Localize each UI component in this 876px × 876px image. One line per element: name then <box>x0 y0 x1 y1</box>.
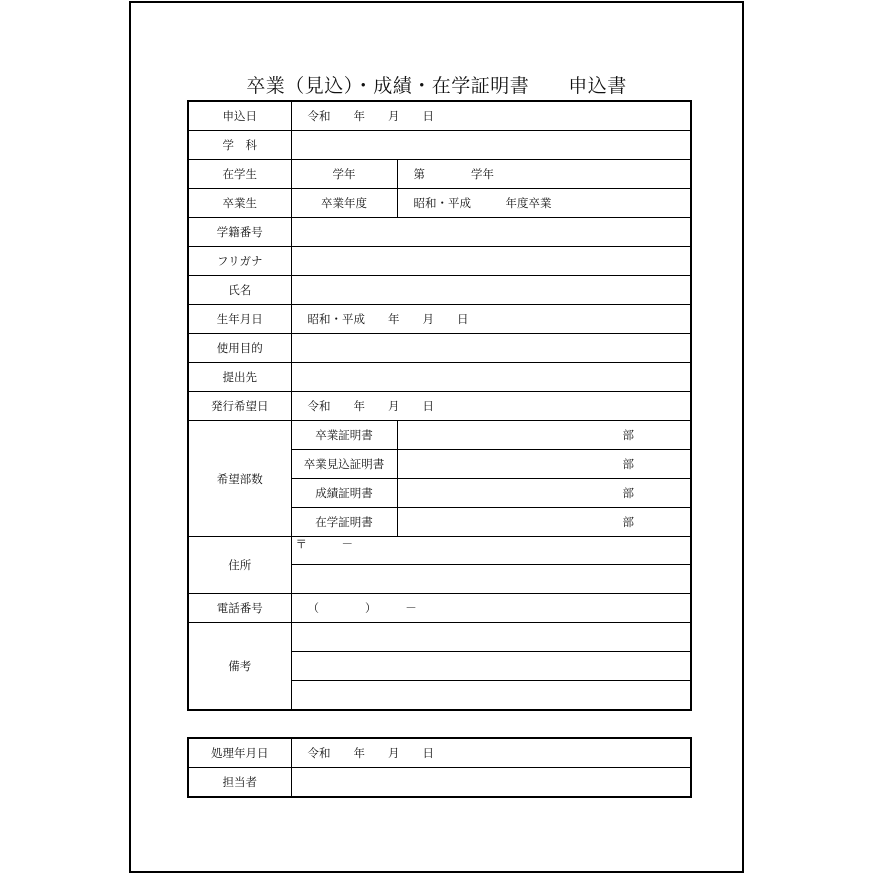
row-copies-graduation <box>188 421 691 450</box>
remarks-line-field[interactable] <box>291 681 691 711</box>
copies-count-field[interactable]: 部 <box>397 508 691 537</box>
copies-count-field[interactable]: 部 <box>397 421 691 450</box>
row-student-id <box>188 218 691 247</box>
apply-date-label: 申込日 <box>188 101 291 131</box>
student-id-field[interactable] <box>291 218 691 247</box>
row-department <box>188 131 691 160</box>
remarks-label: 備考 <box>188 623 291 711</box>
purpose-label: 使用目的 <box>188 334 291 363</box>
form-page <box>129 1 744 873</box>
birth-date-label: 生年月日 <box>188 305 291 334</box>
birth-date-field[interactable]: 昭和・平成 年 月 日 <box>291 305 691 334</box>
department-label: 学 科 <box>188 131 291 160</box>
graduate-label: 卒業生 <box>188 189 291 218</box>
remarks-line-field[interactable] <box>291 652 691 681</box>
row-staff <box>188 768 691 798</box>
graduate-year-label: 卒業年度 <box>291 189 397 218</box>
issue-date-label: 発行希望日 <box>188 392 291 421</box>
row-name <box>188 276 691 305</box>
row-purpose <box>188 334 691 363</box>
office-use-table <box>187 737 692 798</box>
enrolled-grade-field[interactable]: 学年 <box>291 160 397 189</box>
row-apply-date <box>188 101 691 131</box>
address-field[interactable] <box>291 565 691 594</box>
staff-field[interactable] <box>291 768 691 798</box>
remarks-line-field[interactable] <box>291 623 691 652</box>
row-graduate <box>188 189 691 218</box>
phone-field[interactable]: （ ） － <box>291 594 691 623</box>
issue-date-field[interactable]: 令和 年 月 日 <box>291 392 691 421</box>
row-birth-date <box>188 305 691 334</box>
copies-item-name: 在学証明書 <box>291 508 397 537</box>
apply-date-field[interactable]: 令和 年 月 日 <box>291 101 691 131</box>
enrolled-label: 在学生 <box>188 160 291 189</box>
address-label: 住所 <box>188 537 291 594</box>
submit-to-field[interactable] <box>291 363 691 392</box>
furigana-field[interactable] <box>291 247 691 276</box>
copies-count-field[interactable]: 部 <box>397 479 691 508</box>
row-address <box>188 537 691 565</box>
processed-date-label: 処理年月日 <box>188 738 291 768</box>
department-field[interactable] <box>291 131 691 160</box>
row-submit-to <box>188 363 691 392</box>
copies-item-name: 卒業証明書 <box>291 421 397 450</box>
row-issue-date <box>188 392 691 421</box>
enrolled-grade-ordinal-field[interactable]: 第 学年 <box>397 160 691 189</box>
staff-label: 担当者 <box>188 768 291 798</box>
row-phone <box>188 594 691 623</box>
form-title: 卒業（見込）・成績・在学証明書 申込書 <box>246 75 627 97</box>
application-table <box>187 100 692 711</box>
furigana-label: フリガナ <box>188 247 291 276</box>
postal-code-field[interactable]: 〒 － <box>291 537 691 565</box>
copies-label: 希望部数 <box>188 421 291 537</box>
copies-count-field[interactable]: 部 <box>397 450 691 479</box>
copies-item-name: 卒業見込証明書 <box>291 450 397 479</box>
purpose-field[interactable] <box>291 334 691 363</box>
row-processed-date <box>188 738 691 768</box>
row-remarks <box>188 623 691 652</box>
graduate-year-field[interactable]: 昭和・平成 年度卒業 <box>397 189 691 218</box>
row-furigana <box>188 247 691 276</box>
student-id-label: 学籍番号 <box>188 218 291 247</box>
phone-label: 電話番号 <box>188 594 291 623</box>
name-field[interactable] <box>291 276 691 305</box>
processed-date-field[interactable]: 令和 年 月 日 <box>291 738 691 768</box>
submit-to-label: 提出先 <box>188 363 291 392</box>
row-enrolled <box>188 160 691 189</box>
copies-item-name: 成績証明書 <box>291 479 397 508</box>
name-label: 氏名 <box>188 276 291 305</box>
